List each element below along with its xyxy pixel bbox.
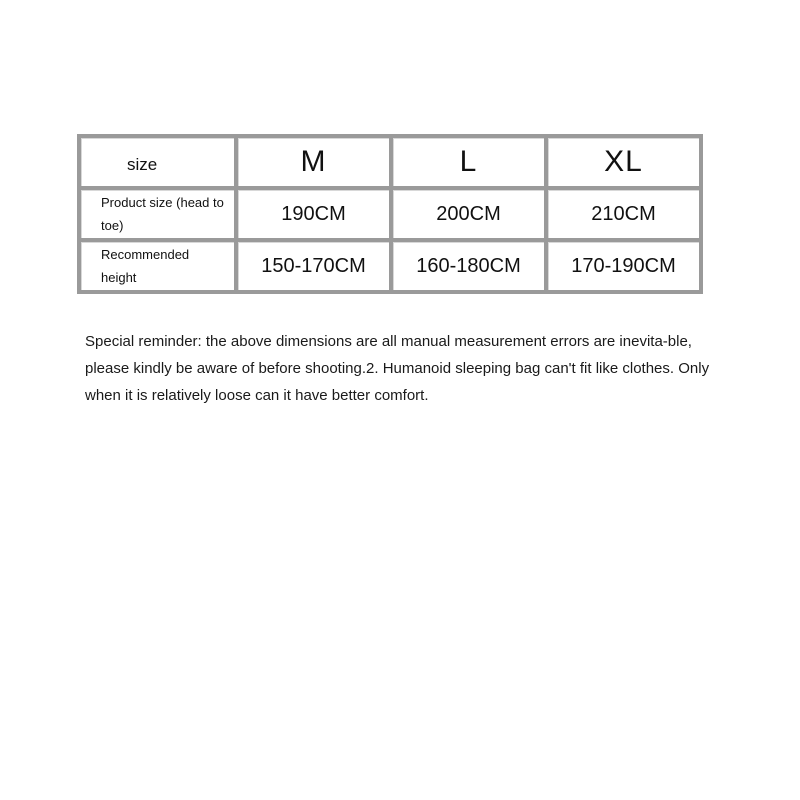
size-l-label: L bbox=[459, 145, 478, 178]
header-cell-m bbox=[238, 138, 393, 190]
header-cell-xl bbox=[548, 138, 703, 190]
size-header-label: size bbox=[127, 155, 158, 174]
table-cell bbox=[548, 190, 703, 242]
row-label-cell bbox=[81, 190, 238, 242]
table-cell bbox=[393, 190, 548, 242]
recommended-height-label: Recommended height bbox=[101, 247, 190, 285]
table-cell bbox=[238, 242, 393, 294]
table-cell bbox=[548, 242, 703, 294]
size-m-label: M bbox=[300, 145, 327, 178]
table-header-row bbox=[81, 138, 703, 190]
product-size-xl: 210CM bbox=[591, 202, 656, 225]
table-cell bbox=[238, 190, 393, 242]
special-reminder-text: Special reminder: the above dimensions are all manual measurement errors are inevita-ble, please kindly be aware of before shooting.2. Humanoid sleeping bag can't fit like clothes. Only when it is relatively loose can it have better comfort. bbox=[85, 333, 710, 404]
table-row bbox=[81, 190, 703, 242]
recommended-height-xl: 170-190CM bbox=[571, 254, 676, 277]
header-cell-label bbox=[81, 138, 238, 190]
recommended-height-m: 150-170CM bbox=[261, 254, 366, 277]
table-row bbox=[81, 242, 703, 294]
size-xl-label: XL bbox=[604, 145, 643, 178]
product-size-l: 200CM bbox=[436, 202, 501, 225]
table-cell bbox=[393, 242, 548, 294]
header-cell-l bbox=[393, 138, 548, 190]
row-label-cell bbox=[81, 242, 238, 294]
product-size-m: 190CM bbox=[281, 202, 346, 225]
product-size-label: Product size (head to toe) bbox=[101, 195, 224, 233]
size-chart-table bbox=[77, 134, 703, 294]
recommended-height-l: 160-180CM bbox=[416, 254, 521, 277]
